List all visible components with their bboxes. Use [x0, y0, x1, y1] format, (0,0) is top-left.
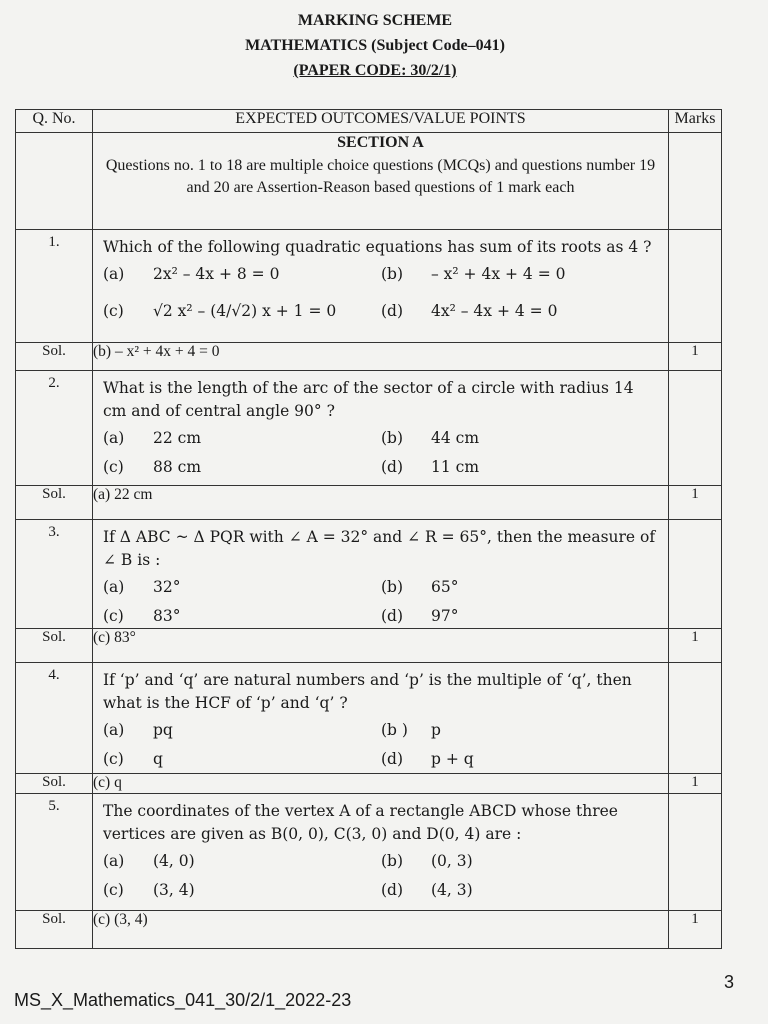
- question-number: 5.: [16, 794, 93, 911]
- marks-value: 1: [669, 486, 722, 520]
- options-grid: [103, 850, 660, 902]
- solution-text: (a) 22 cm: [93, 486, 669, 520]
- page-number: 3: [724, 972, 735, 992]
- option: (d) 11 cm: [381, 458, 480, 476]
- option: (a) 32°: [103, 578, 181, 596]
- question-number: 4.: [16, 663, 93, 774]
- col-header-qno: Q. No.: [16, 110, 93, 133]
- question-row: [16, 520, 722, 629]
- header-paper-code: (PAPER CODE: 30/2/1): [293, 62, 457, 79]
- marks-value: 1: [669, 774, 722, 794]
- question-text: If ‘p’ and ‘q’ are natural numbers and ‘p’ is the multiple of ‘q’, then what is the HCF of ‘p’ and ‘q’ ?: [103, 671, 632, 712]
- option: (c) √2 x² – (4/√2) x + 1 = 0: [103, 302, 337, 320]
- option: (c) (3, 4): [103, 881, 195, 899]
- solution-text: (c) q: [93, 774, 669, 794]
- solution-label: Sol.: [16, 629, 93, 663]
- marks-value: 1: [669, 343, 722, 371]
- question-number: 1.: [16, 230, 93, 343]
- solution-label: Sol.: [16, 486, 93, 520]
- marks-value: 1: [669, 911, 722, 949]
- section-row: [16, 133, 722, 230]
- option: (d) 4x² – 4x + 4 = 0: [381, 302, 558, 320]
- solution-text: (c) 83°: [93, 629, 669, 663]
- solution-text: (b) – x² + 4x + 4 = 0: [93, 343, 669, 371]
- options-grid: [103, 263, 660, 323]
- header-subject: MATHEMATICS (Subject Code–041): [245, 37, 505, 54]
- option: (c) 88 cm: [103, 458, 202, 476]
- option: (b) (0, 3): [381, 852, 473, 870]
- option: (b) 44 cm: [381, 429, 480, 447]
- table-header-row: [16, 110, 722, 133]
- option: (c) q: [103, 750, 163, 768]
- question-text: If Δ ABC ~ Δ PQR with ∠ A = 32° and ∠ R = 65°, then the measure of ∠ B is :: [103, 528, 656, 569]
- question-number: 2.: [16, 371, 93, 486]
- option: (a) pq: [103, 721, 173, 739]
- section-note: Questions no. 1 to 18 are multiple choice questions (MCQs) and questions number 19 and 20 are Assertion-Reason based questions of 1 mark each: [105, 157, 656, 196]
- question-text: The coordinates of the vertex A of a rectangle ABCD whose three vertices are given as B(0, 0), C(3, 0) and D(0, 4) are :: [103, 802, 618, 843]
- col-header-marks: Marks: [669, 110, 722, 133]
- solution-row: [16, 911, 722, 949]
- section-title: SECTION A: [337, 134, 424, 151]
- col-header-points: EXPECTED OUTCOMES/VALUE POINTS: [93, 110, 669, 133]
- question-row: [16, 230, 722, 343]
- option: (b) 65°: [381, 578, 459, 596]
- question-row: [16, 371, 722, 486]
- document-header: [0, 8, 750, 83]
- option: (d) (4, 3): [381, 881, 473, 899]
- option: (a) 2x² – 4x + 8 = 0: [103, 265, 280, 283]
- question-row: [16, 794, 722, 911]
- option: (a) (4, 0): [103, 852, 195, 870]
- question-row: [16, 663, 722, 774]
- option: (d) p + q: [381, 750, 474, 768]
- option: (c) 83°: [103, 607, 181, 625]
- solution-row: [16, 629, 722, 663]
- solution-row: [16, 343, 722, 371]
- solution-row: [16, 774, 722, 794]
- option: (d) 97°: [381, 607, 459, 625]
- question-text: Which of the following quadratic equations has sum of its roots as 4 ?: [103, 238, 652, 256]
- header-title: MARKING SCHEME: [297, 12, 453, 29]
- options-grid: [103, 427, 660, 479]
- options-grid: [103, 576, 660, 628]
- marks-value: 1: [669, 629, 722, 663]
- solution-label: Sol.: [16, 774, 93, 794]
- document-id: MS_X_Mathematics_041_30/2/1_2022-23: [14, 990, 352, 1010]
- solution-text: (c) (3, 4): [93, 911, 669, 949]
- question-number: 3.: [16, 520, 93, 629]
- solution-row: [16, 486, 722, 520]
- solution-label: Sol.: [16, 343, 93, 371]
- option: (b ) p: [381, 721, 441, 739]
- option: (b) – x² + 4x + 4 = 0: [381, 265, 566, 283]
- option: (a) 22 cm: [103, 429, 202, 447]
- solution-label: Sol.: [16, 911, 93, 949]
- question-text: What is the length of the arc of the sector of a circle with radius 14 cm and of central angle 90° ?: [103, 379, 634, 420]
- marking-scheme-table: [15, 109, 722, 949]
- options-grid: [103, 719, 660, 771]
